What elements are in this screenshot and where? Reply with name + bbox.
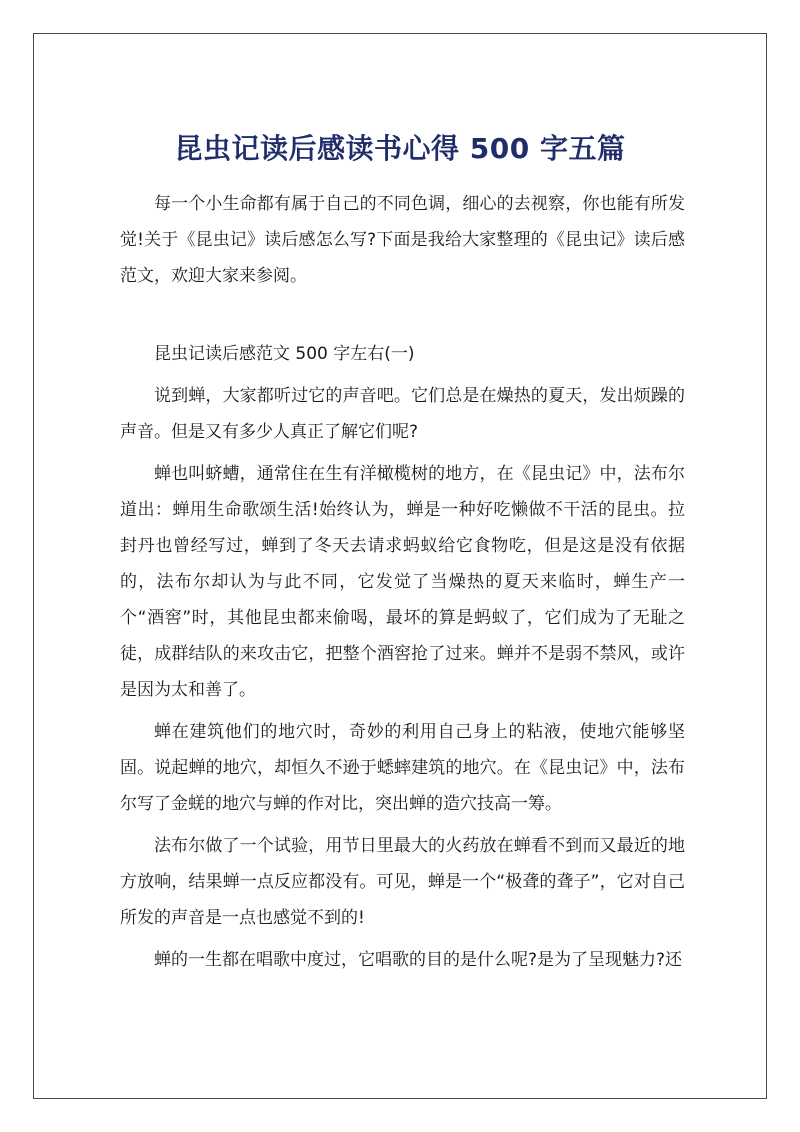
body-paragraph: 蝉的一生都在唱歌中度过，它唱歌的目的是什么呢?是为了呈现魅力?还 xyxy=(154,950,683,970)
body-paragraph: 蝉在建筑他们的地穴时，奇妙的利用自己身上的粘液，使地穴能够坚固。说起蝉的地穴，却恒久不逊于蟋蟀建筑的地穴。在《昆虫记》中，法布尔写了金蜣的地穴与蝉的作对比，突出蝉的造穴技高一筹。 xyxy=(120,722,685,814)
body-paragraph: 蝉也叫蛴螬，通常住在生有洋橄榄树的地方，在《昆虫记》中，法布尔道出：蝉用生命歌颂生活!始终认为，蝉是一种好吃懒做不干活的昆虫。拉封丹也曾经写过，蝉到了冬天去请求蚂蚁给它食物吃，但是这是没有依据的，法布尔却认为与此不同，它发觉了当燥热的夏天来临时，蝉生产一个“酒窖”时，其他昆虫都来偷喝，最坏的算是蚂蚁了，它们成为了无耻之徒，成群结队的来攻击它，把整个酒窖抢了过来。蝉并不是弱不禁风，或许是因为太和善了。 xyxy=(120,464,685,700)
section-heading: 昆虫记读后感范文 500 字左右(一) xyxy=(154,344,415,364)
document-body xyxy=(120,186,685,978)
body-paragraph: 法布尔做了一个试验，用节日里最大的火药放在蝉看不到而又最近的地方放响，结果蝉一点反应都没有。可见，蝉是一个“极聋的聋子”，它对自己所发的声音是一点也感觉不到的! xyxy=(120,836,685,928)
document-title: 昆虫记读后感读书心得 500 字五篇 xyxy=(174,131,626,165)
body-paragraph: 说到蝉，大家都听过它的声音吧。它们总是在燥热的夏天，发出烦躁的声音。但是又有多少人真正了解它们呢? xyxy=(120,386,685,442)
intro-paragraph: 每一个小生命都有属于自己的不同色调，细心的去视察，你也能有所发觉!关于《昆虫记》读后感怎么写?下面是我给大家整理的《昆虫记》读后感范文，欢迎大家来参阅。 xyxy=(120,194,685,286)
